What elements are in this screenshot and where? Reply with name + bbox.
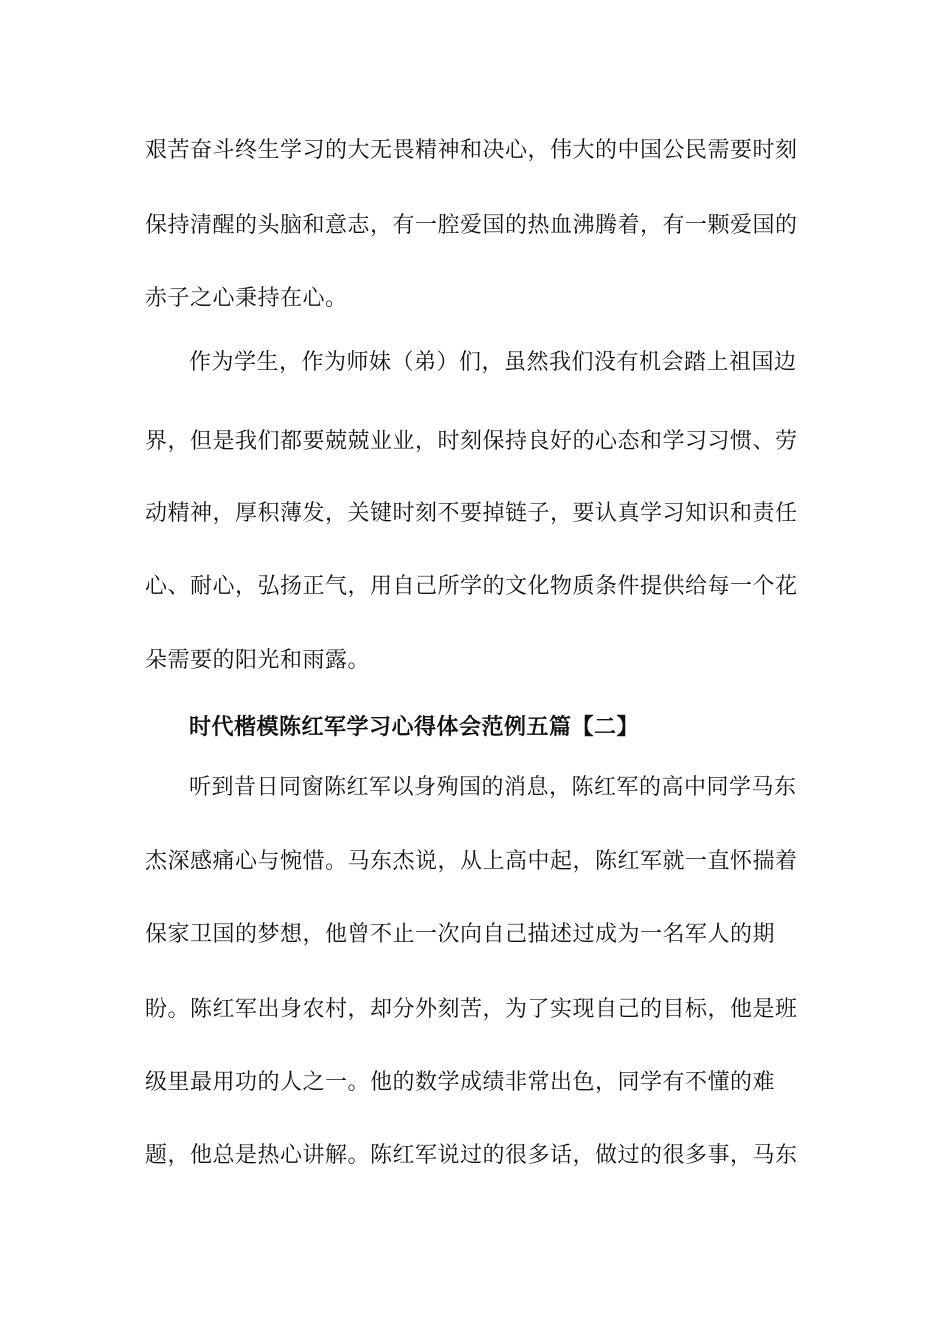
paragraph-line: 朵需要的阳光和雨露。 — [145, 648, 371, 673]
paragraph-line: 题，他总是热心讲解。陈红军说过的很多话，做过的很多事，马东 — [145, 1143, 798, 1168]
paragraph-line: 保持清醒的头脑和意志，有一腔爱国的热血沸腾着，有一颗爱国的 — [145, 213, 798, 238]
paragraph-line: 界，但是我们都要兢兢业业，时刻保持良好的心态和学习习惯、劳 — [145, 429, 798, 454]
paragraph-line: 动精神，厚积薄发，关键时刻不要掉链子，要认真学习知识和责任 — [145, 501, 798, 526]
paragraph-line: 心、耐心，弘扬正气，用自己所学的文化物质条件提供给每一个花 — [145, 574, 798, 599]
paragraph-line: 艰苦奋斗终生学习的大无畏精神和决心，伟大的中国公民需要时刻 — [145, 138, 798, 163]
section-heading: 时代楷模陈红军学习心得体会范例五篇【二】 — [189, 715, 640, 740]
paragraph-line: 听到昔日同窗陈红军以身殉国的消息，陈红军的高中同学马东 — [189, 775, 797, 800]
paragraph-line: 作为学生，作为师妹（弟）们，虽然我们没有机会踏上祖国边 — [189, 350, 797, 375]
paragraph-line: 盼。陈红军出身农村，却分外刻苦，为了实现自己的目标，他是班 — [145, 997, 798, 1022]
paragraph-line: 赤子之心秉持在心。 — [145, 286, 348, 311]
paragraph-line: 保家卫国的梦想，他曾不止一次向自己描述过成为一名军人的期 — [145, 922, 776, 947]
paragraph-line: 级里最用功的人之一。他的数学成绩非常出色，同学有不懂的难 — [145, 1070, 776, 1095]
paragraph-line: 杰深感痛心与惋惜。马东杰说，从上高中起，陈红军就一直怀揣着 — [145, 849, 798, 874]
